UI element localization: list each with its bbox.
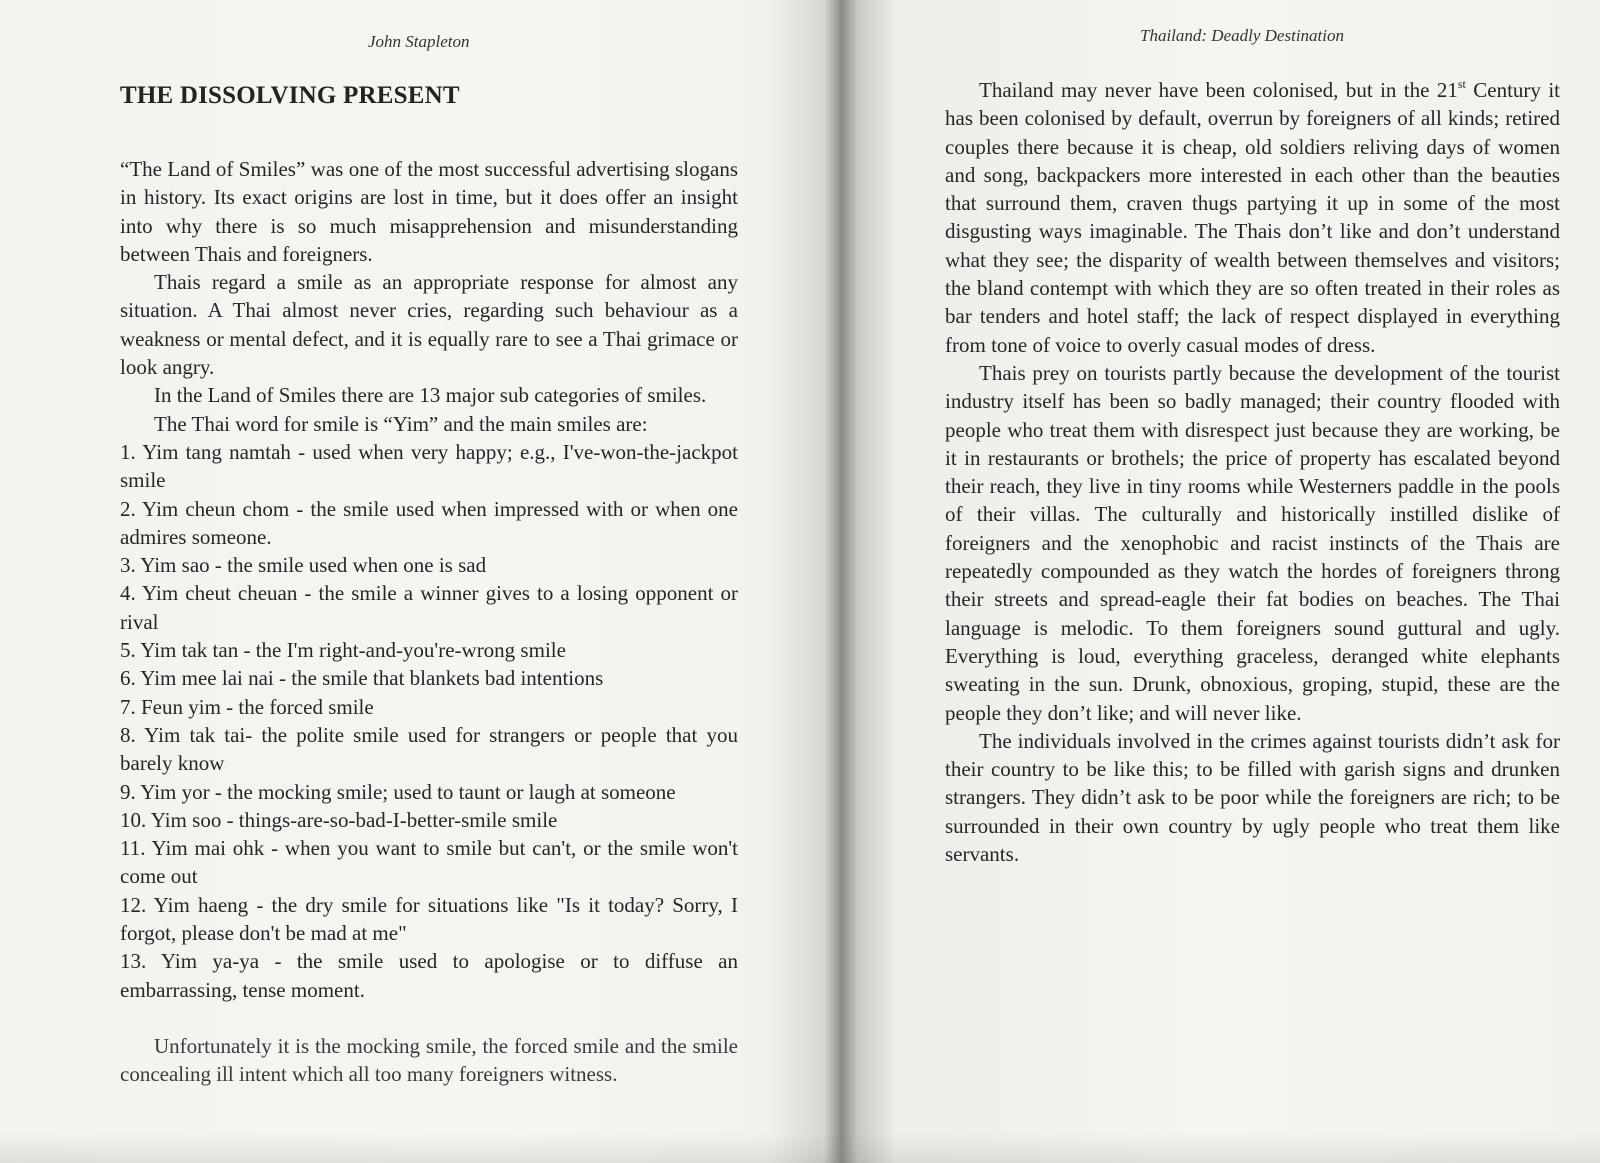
colonised-paragraph — [945, 76, 1560, 359]
colonised-paragraph-rest: Century it has been colonised by default, overrun by foreigners of all kinds; retired couples there because it is cheap, old soldiers reliving days of women and song, backpackers more interested in each other than the beauties that surround them, craven thugs partying it up in some of the most disgusting ways imaginable. The Thais don’t like and don’t understand what they see; the disparity of wealth between themselves and visitors; the bland contempt with which they are so often treated in their roles as bar tenders and hotel staff; the lack of respect displayed in everything from tone of voice to overly casual modes of dress. — [945, 78, 1560, 357]
list-item: 6. Yim mee lai nai - the smile that blankets bad intentions — [120, 666, 604, 691]
colonised-paragraph-start: Thailand may never have been colonised, but in the 21 — [979, 78, 1458, 102]
smile-response-paragraph: Thais regard a smile as an appropriate response for almost any situation. A Thai almost never cries, regarding such behaviour as a weakness or mental defect, and it is equally rare to see a Thai grimace or look angry. — [120, 270, 738, 380]
list-item: 4. Yim cheut cheuan - the smile a winner gives to a losing opponent or rival — [120, 581, 738, 634]
list-item: 9. Yim yor - the mocking smile; used to taunt or laugh at someone — [120, 779, 676, 804]
list-item: 8. Yim tak tai- the polite smile used for strangers or people that you barely know — [120, 722, 738, 776]
list-item: 13. Yim ya-ya - the smile used to apologise or to diffuse an embarrassing, tense moment. — [120, 949, 738, 1002]
intro-paragraph: “The Land of Smiles” was one of the most successful advertising slogans in history. Its exact origins are lost in time, but it does offer an insight into why there is so much misapprehension and misunderstanding between Thais and foreigners. — [120, 157, 738, 266]
list-item: 12. Yim haeng - the dry smile for situations like "Is it today? Sorry, I forgot, please don't be mad at me" — [120, 892, 738, 946]
chapter-title: THE DISSOLVING PRESENT — [120, 82, 460, 109]
list-item: 3. Yim sao - the smile used when one is sad — [120, 553, 487, 578]
list-item: 1. Yim tang namtah - used when very happy; e.g., I've-won-the-jackpot smile — [120, 439, 738, 493]
smiles-list — [120, 438, 738, 1004]
individuals-paragraph: The individuals involved in the crimes against tourists didn’t ask for their country to be like this; to be filled with garish signs and drunken strangers. They didn’t ask to be poor while the foreigners are rich; to be surrounded in their own country by ugly people who treat them like servants. — [945, 728, 1560, 867]
right-running-head: Thailand: Deadly Destination — [1140, 26, 1344, 45]
page-bottom-shadow — [0, 1133, 1600, 1163]
left-running-head: John Stapleton — [368, 32, 470, 51]
list-item: 7. Feun yim - the forced smile — [120, 694, 374, 719]
categories-paragraph: In the Land of Smiles there are 13 major sub categories of smiles. — [154, 383, 707, 408]
left-body-text — [120, 155, 738, 1089]
closing-paragraph: Unfortunately it is the mocking smile, the forced smile and the smile concealing ill intent which all too many foreigners witness. — [120, 1033, 738, 1087]
right-body-text — [945, 76, 1560, 868]
list-item: 10. Yim soo - things-are-so-bad-I-better-smile smile — [120, 807, 558, 832]
ordinal-suffix: st — [1457, 77, 1466, 91]
prey-paragraph: Thais prey on tourists partly because the development of the tourist industry itself has been so badly managed; their country flooded with people who treat them with disrespect just because they are working, be it in restaurants or brothels; the price of property has escalated beyond their reach, they live in tiny rooms while Westerners paddle in the pools of their villas. The culturally and historically instilled dislike of foreigners and the xenophobic and racist instincts of the Thais are repeatedly compounded as they watch the hordes of foreigners throng their streets and spread-eagle their fat bodies on beaches. The Thai language is melodic. To them foreigners sound guttural and ugly. Everything is loud, everything graceless, deranged white elephants sweating in the sun. Drunk, obnoxious, groping, stupid, these are the people they don’t like; and will never like. — [945, 360, 1560, 725]
list-item: 2. Yim cheun chom - the smile used when impressed with or when one admires someone. — [120, 496, 738, 549]
list-item: 11. Yim mai ohk - when you want to smile but can't, or the smile won't come out — [120, 836, 738, 889]
list-item: 5. Yim tak tan - the I'm right-and-you're-wrong smile — [120, 638, 566, 663]
thai-word-paragraph: The Thai word for smile is “Yim” and the main smiles are: — [154, 411, 648, 436]
